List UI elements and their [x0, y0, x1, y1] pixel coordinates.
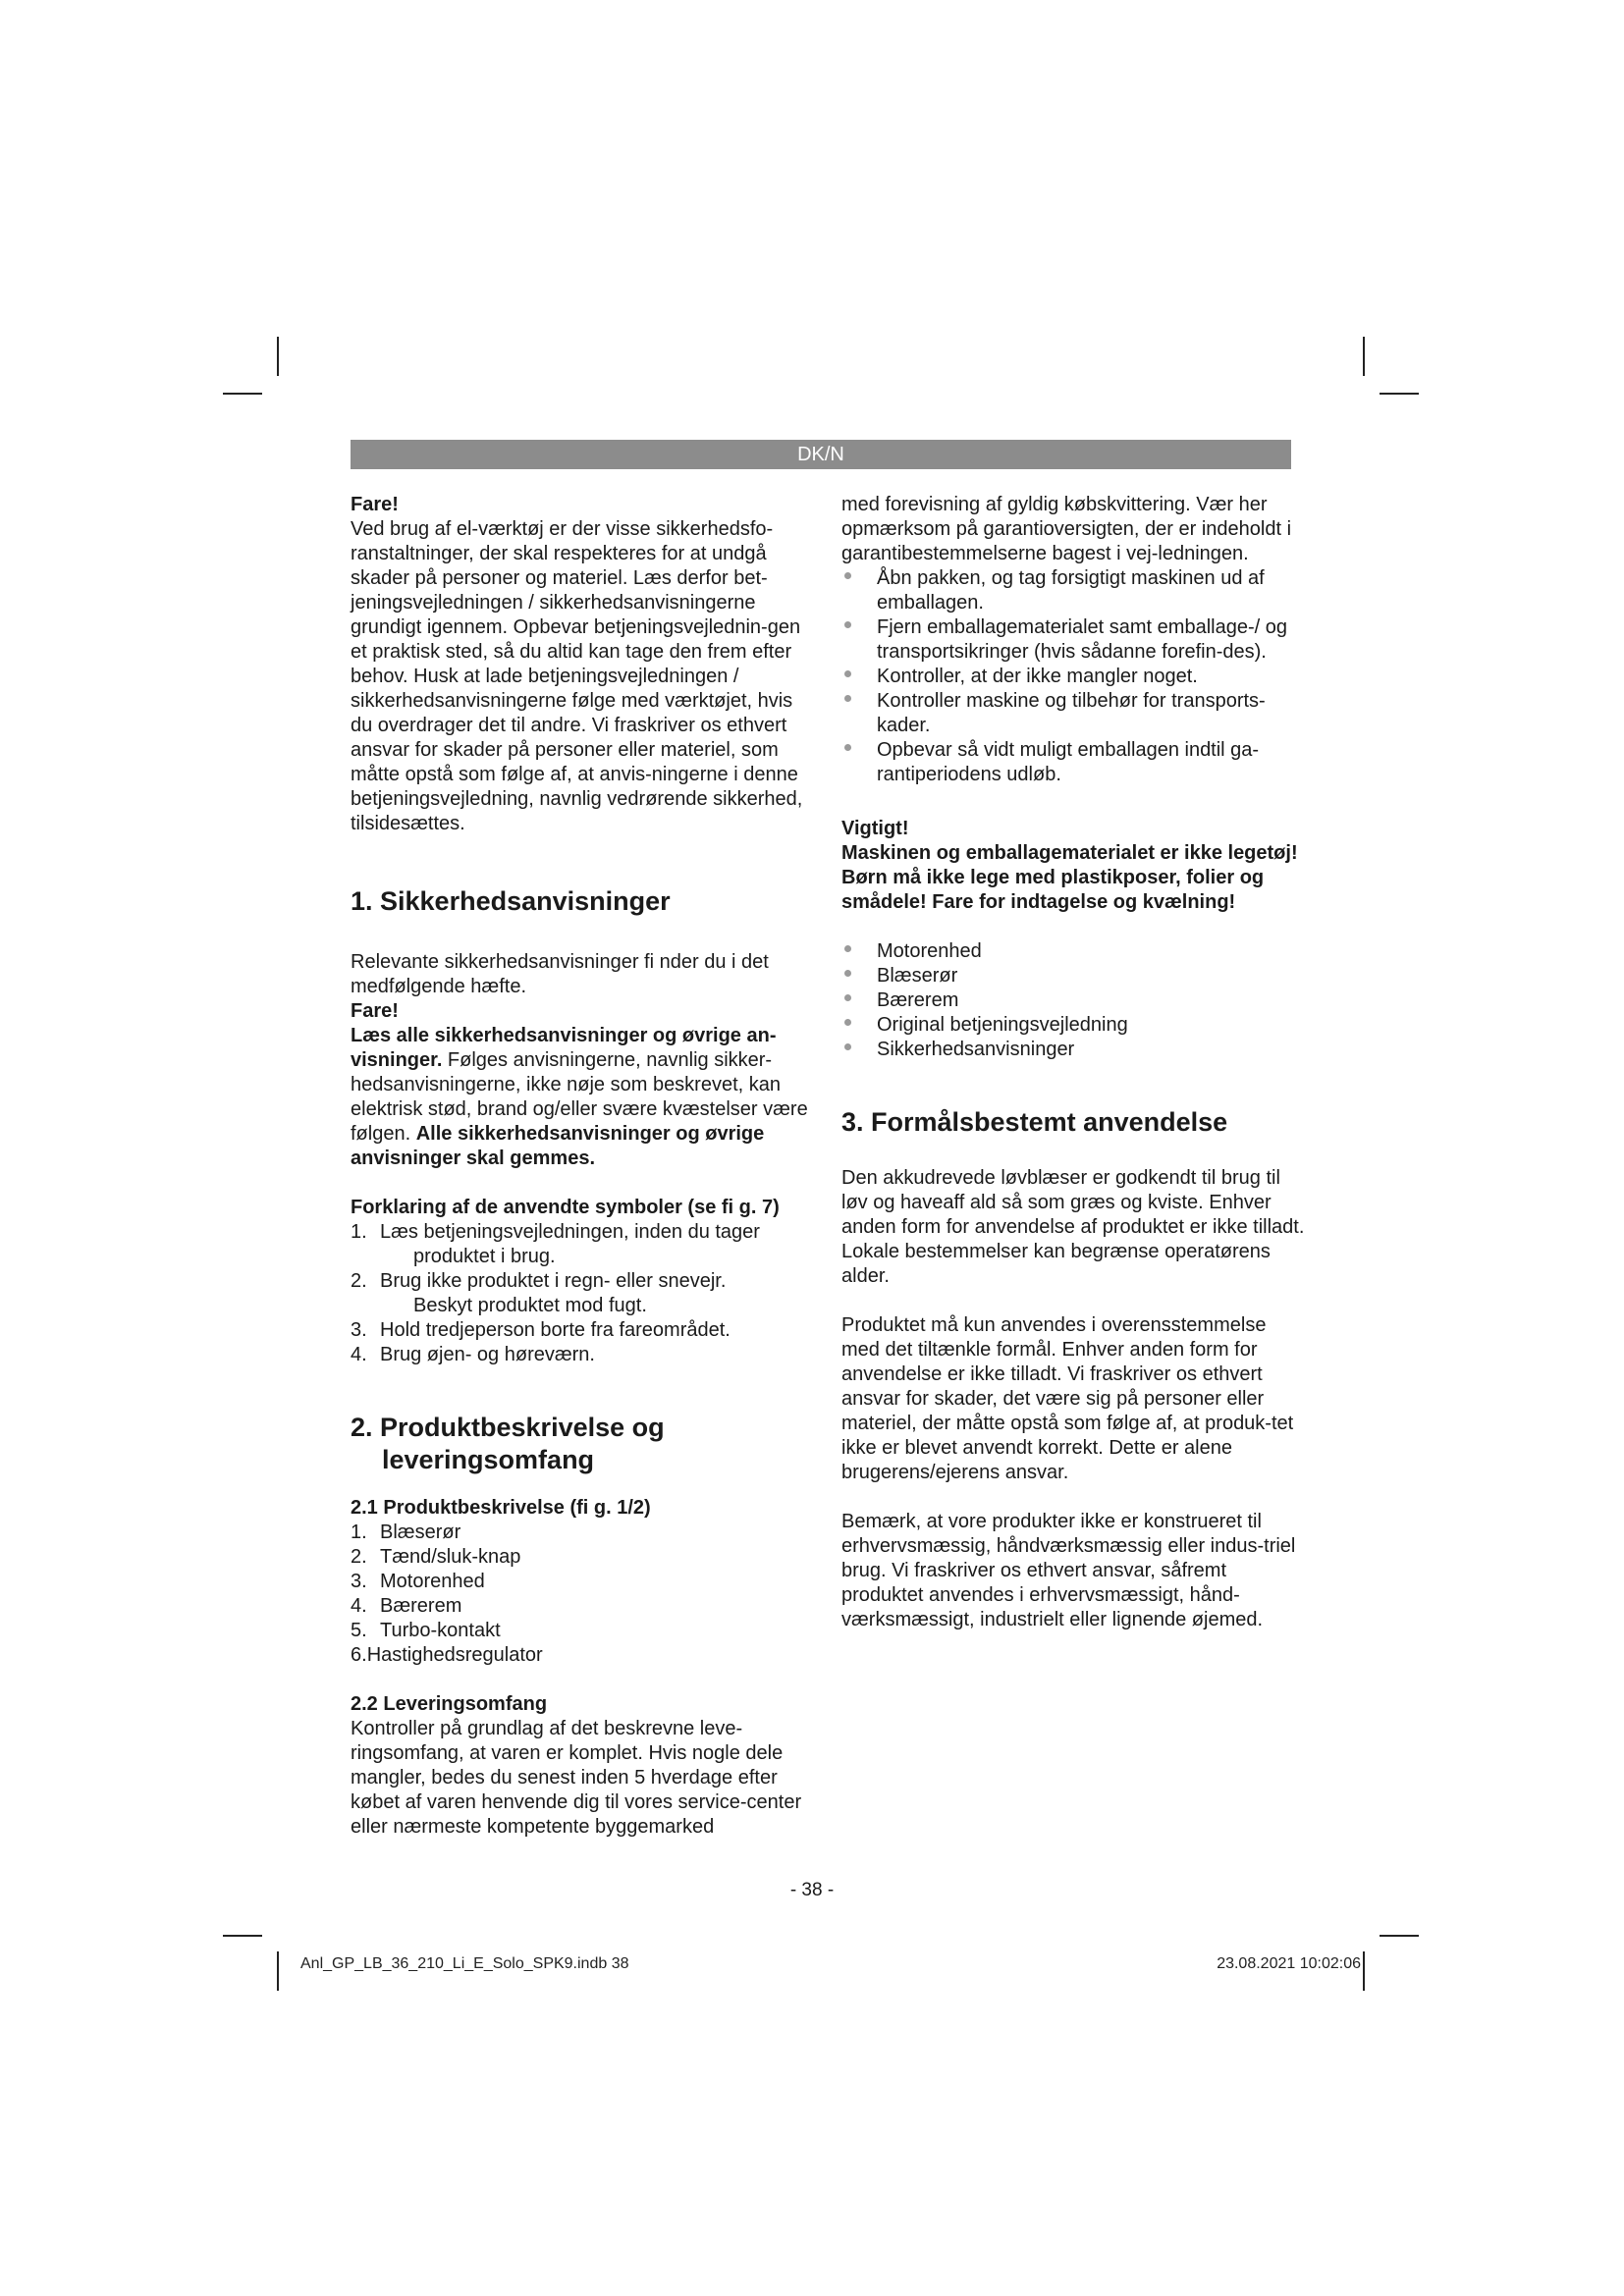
bullet-icon — [841, 1013, 877, 1038]
list-item: Fjern emballagematerialet samt emballage-/ og transportsikringer (hvis sådanne forefin-des). — [841, 615, 1305, 665]
list-item: Kontroller maskine og tilbehør for transports-kader. — [841, 689, 1305, 738]
list-item: 2. Brug ikke produktet i regn- eller snevejr. Beskyt produktet mod fugt. — [351, 1270, 727, 1316]
danger-text: Ved brug af el-værktøj er der visse sikkerhedsfo-ranstaltninger, der skal respekteres for at undgå skader på personer og materiel. Læs derfor bet-jeningsvejledningen / sikkerhedsanvisningerne grundigt igennem. Opbevar betjeningsvejlednin-gen et praktisk sted, så du altid kan tage den frem efter behov. Husk at lade betjeningsvejledningen / sikkerhedsanvisningerne følge med værktøjet, hvis du overdrager det til andre. Vi fraskriver os ethvert ansvar for skader på personer eller materiel, som måtte opstå som følge af, at anvis-ningerne i denne betjeningsvejledning, navnlig vedrørende sikkerhed, tilsidesættes. — [351, 518, 803, 834]
list-item: 5. Turbo-kontakt — [351, 1620, 501, 1641]
bullet-icon — [841, 1038, 877, 1062]
left-column — [351, 493, 814, 1840]
footer-timestamp: 23.08.2021 10:02:06 — [1217, 1955, 1361, 1972]
bullet-icon — [841, 615, 877, 665]
list-item: Kontroller, at der ikke mangler noget. — [841, 665, 1305, 689]
section-3-heading: 3. Formålsbestemt anvendelse — [841, 1107, 1228, 1137]
list-item: 3. Motorenhed — [351, 1571, 485, 1592]
list-item: Bærerem — [841, 988, 1305, 1013]
crop-mark — [1363, 337, 1365, 376]
list-item: 4. Bærerem — [351, 1595, 462, 1617]
bullet-icon — [841, 738, 877, 787]
symbols-list — [351, 1220, 814, 1367]
crop-mark — [1380, 393, 1419, 395]
important-text: Maskinen og emballagematerialet er ikke legetøj! Børn må ikke lege med plastikposer, folier og smådele! Fare for indtagelse og kvælning! — [841, 842, 1298, 913]
warning-bold-lead: Læs alle sikkerhedsanvisninger og øvrige an-visninger. — [351, 1025, 777, 1071]
continued-text: med forevisning af gyldig købskvittering. Vær her opmærksom på garantioversigten, der er indeholdt i garantibestemmelserne bagest i vej-ledningen. — [841, 494, 1292, 564]
crop-mark — [223, 393, 262, 395]
symbols-heading: Forklaring af de anvendte symboler (se fi g. 7) — [351, 1197, 780, 1218]
bullet-icon — [841, 665, 877, 689]
language-header-bar: DK/N — [351, 440, 1291, 469]
unpacking-steps — [841, 566, 1305, 787]
list-item: 6. Hastighedsregulator — [351, 1644, 543, 1666]
parts-list — [351, 1521, 814, 1668]
section-2-2-text: Kontroller på grundlag af det beskrevne leve-ringsomfang, at varen er komplet. Hvis nogle dele mangler, bedes du senest inden 5 hverdage efter købet af varen henvende dig til vores service-center eller nærmeste kompetente byggemarked — [351, 1718, 802, 1838]
warning-body: Følges anvisningerne, navnlig sikker-hedsanvisningerne, ikke nøje som beskrevet, kan elektrisk stød, brand og/eller svære kvæstelser være følgen. — [351, 1049, 808, 1145]
crop-mark — [1380, 1935, 1419, 1937]
list-item: 2. Tænd/sluk-knap — [351, 1546, 521, 1568]
list-item: Sikkerhedsanvisninger — [841, 1038, 1305, 1062]
section-2-2-heading: 2.2 Leveringsomfang — [351, 1693, 548, 1715]
section-1-intro: Relevante sikkerhedsanvisninger fi nder du i det medfølgende hæfte. — [351, 951, 769, 997]
section-3-paragraph: Den akkudrevede løvblæser er godkendt til brug til løv og haveaff ald så som græs og kviste. Enhver anden form for anvendelse af produktet er ikke tilladt. Lokale bestemmelser kan begrænse operatørens alder. — [841, 1167, 1305, 1287]
section-2-1-heading: 2.1 Produktbeskrivelse (fi g. 1/2) — [351, 1497, 651, 1519]
list-item: 4. Brug øjen- og høreværn. — [351, 1344, 595, 1365]
bullet-icon — [841, 689, 877, 738]
crop-mark — [277, 1951, 279, 1991]
list-item: 1. Læs betjeningsvejledningen, inden du tager produktet i brug. — [351, 1221, 760, 1267]
list-item: Motorenhed — [841, 939, 1305, 964]
footer-filename: Anl_GP_LB_36_210_Li_E_Solo_SPK9.indb 38 — [300, 1955, 629, 1972]
crop-mark — [277, 337, 279, 376]
bullet-icon — [841, 566, 877, 615]
section-1-danger-title: Fare! — [351, 1000, 399, 1022]
list-item: Åbn pakken, og tag forsigtigt maskinen ud af emballagen. — [841, 566, 1305, 615]
page-number: - 38 - — [789, 1880, 835, 1900]
delivery-contents — [841, 939, 1305, 1062]
section-2-heading: 2. Produktbeskrivelse og leveringsomfang — [351, 1413, 665, 1474]
list-item: 3. Hold tredjeperson borte fra fareområdet. — [351, 1319, 731, 1341]
list-item: Opbevar så vidt muligt emballagen indtil ga-rantiperiodens udløb. — [841, 738, 1305, 787]
bullet-icon — [841, 964, 877, 988]
section-1-heading: 1. Sikkerhedsanvisninger — [351, 886, 671, 916]
crop-mark — [1363, 1951, 1365, 1991]
list-item: Original betjeningsvejledning — [841, 1013, 1305, 1038]
bullet-icon — [841, 988, 877, 1013]
danger-title: Fare! — [351, 494, 399, 515]
right-column — [841, 493, 1305, 1632]
important-title: Vigtigt! — [841, 818, 909, 839]
section-3-paragraph: Produktet må kun anvendes i overensstemmelse med det tiltænkle formål. Enhver anden form for anvendelse er ikke tilladt. Vi fraskriver os ethvert ansvar for skader, det være sig på personer eller materiel, der måtte opstå som følge af, at produk-tet ikke er blevet anvendt korrekt. Dette er alene brugerens/ejerens ansvar. — [841, 1314, 1294, 1483]
bullet-icon — [841, 939, 877, 964]
section-1-warning — [351, 1024, 814, 1171]
list-item: 1. Blæserør — [351, 1522, 461, 1543]
crop-mark — [223, 1935, 262, 1937]
section-3-paragraph: Bemærk, at vore produkter ikke er konstrueret til erhvervsmæssig, håndværksmæssig eller indus-triel brug. Vi fraskriver os ethvert ansvar, såfremt produktet anvendes i erhvervsmæssigt, hånd-værksmæssigt, industrielt eller lignende øjemed. — [841, 1511, 1296, 1630]
warning-bold-tail: Alle sikkerhedsanvisninger og øvrige anvisninger skal gemmes. — [351, 1123, 765, 1169]
list-item: Blæserør — [841, 964, 1305, 988]
